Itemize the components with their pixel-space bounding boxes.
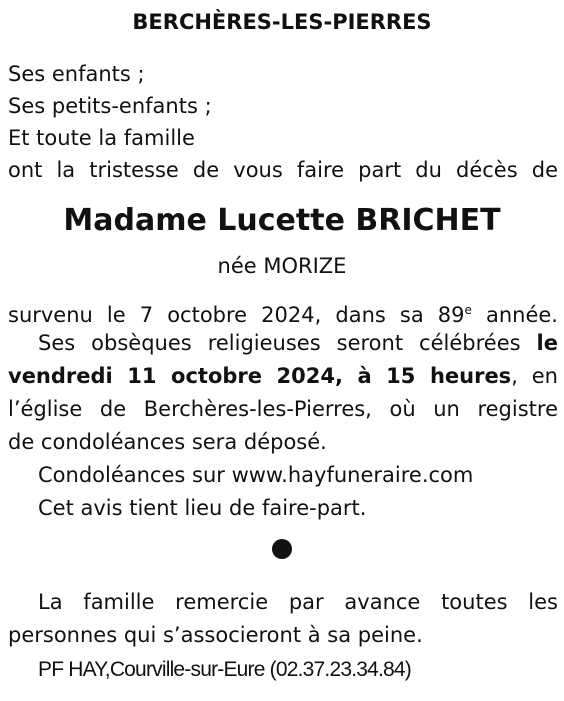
town-heading: BERCHÈRES-LES-PIERRES xyxy=(132,10,432,34)
bullet-separator xyxy=(272,539,292,559)
death-date-text: survenu le 7 octobre 2024, dans sa 89 xyxy=(8,303,465,327)
death-date-line xyxy=(8,296,558,329)
announcement-line: ont la tristesse de vous faire part du décès de xyxy=(8,158,558,182)
family-line-whole-family: Et toute la famille xyxy=(8,126,195,150)
funeral-line-1 xyxy=(38,329,558,357)
funeral-date-end: , en xyxy=(511,364,558,388)
family-line-children: Ses enfants ; xyxy=(8,62,145,86)
thanks-line-1: La famille remercie par avance toutes les xyxy=(38,590,558,614)
family-line-grandchildren: Ses petits-enfants ; xyxy=(8,94,212,118)
thanks-line-2: personnes qui s’associeront à sa peine. xyxy=(8,623,423,647)
funeral-home-line: PF HAY,Courville-sur-Eure (02.37.23.34.84) xyxy=(38,658,411,681)
funeral-date: vendredi 11 octobre 2024, à 15 heures xyxy=(8,364,512,388)
deceased-name: Madame Lucette BRICHET xyxy=(63,203,501,238)
ordinal-suffix: e xyxy=(464,303,472,317)
notice-line: Cet avis tient lieu de faire-part. xyxy=(38,496,367,520)
funeral-date-start: le xyxy=(536,331,558,355)
funeral-intro: Ses obsèques religieuses seront célébrées xyxy=(38,331,537,355)
condolences-line: Condoléances sur www.hayfuneraire.com xyxy=(38,463,474,487)
funeral-line-2 xyxy=(8,362,558,390)
death-date-end: année. xyxy=(471,303,558,327)
maiden-name: née MORIZE xyxy=(217,254,347,278)
funeral-line-3: l’église de Berchères-les-Pierres, où un registre xyxy=(8,397,558,421)
funeral-line-4: de condoléances sera déposé. xyxy=(8,430,327,454)
